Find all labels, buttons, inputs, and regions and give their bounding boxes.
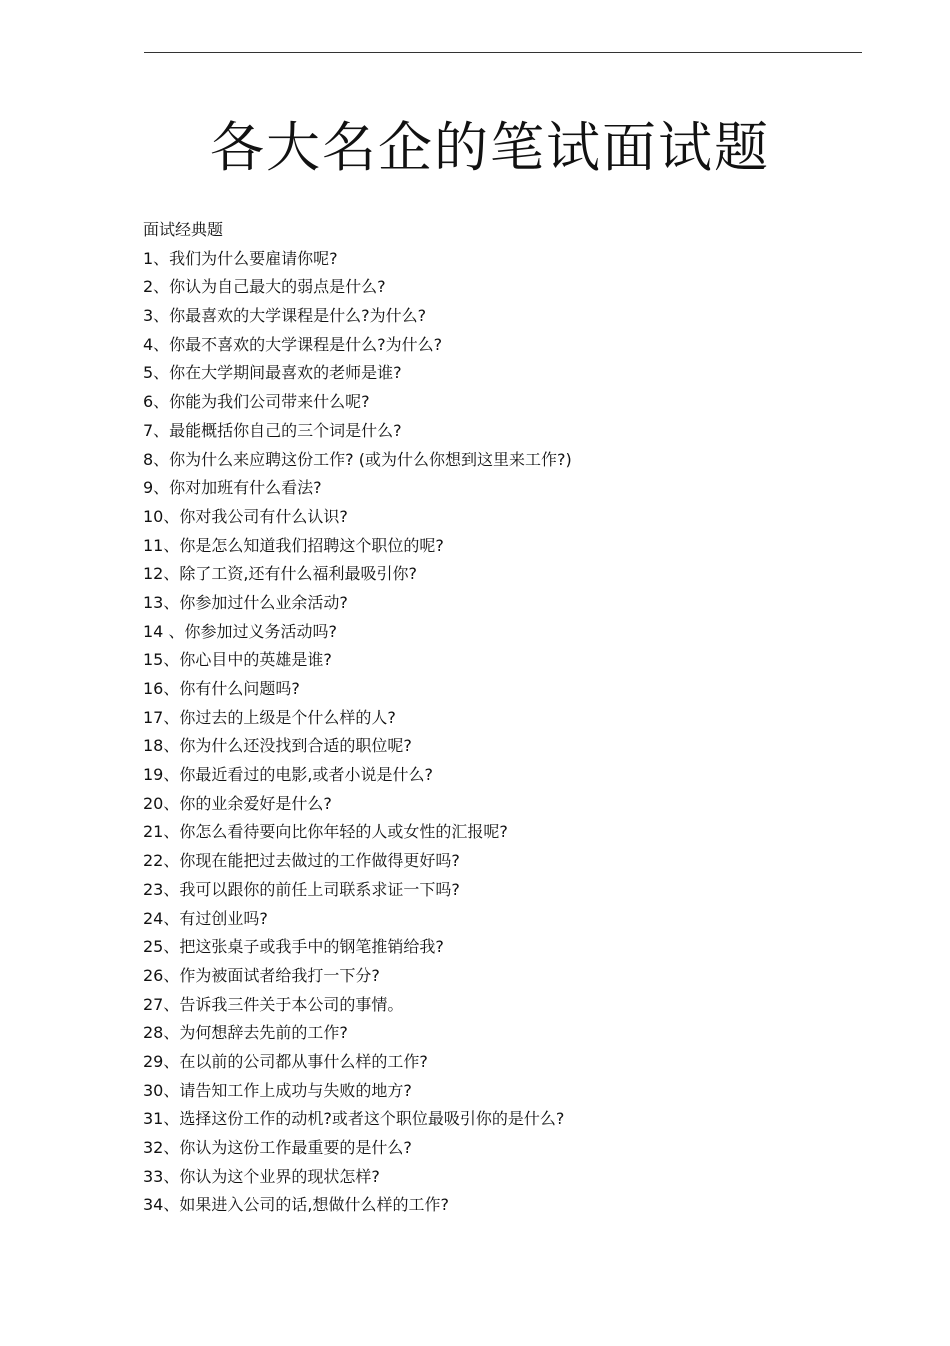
section-heading: 面试经典题: [143, 220, 224, 239]
question-item: 20、你的业余爱好是什么?: [143, 793, 332, 813]
question-item: 23、我可以跟你的前任上司联系求证一下吗?: [143, 879, 460, 899]
question-item: 32、你认为这份工作最重要的是什么?: [143, 1138, 412, 1157]
question-item: 31、选择这份工作的动机?或者这个职位最吸引你的是什么?: [143, 1109, 565, 1129]
question-item: 29、在以前的公司都从事什么样的工作?: [143, 1051, 428, 1071]
question-item: 3、你最喜欢的大学课程是什么?为什么?: [143, 306, 427, 326]
question-item: 8、你为什么来应聘这份工作? (或为什么你想到这里来工作?): [143, 449, 572, 469]
question-item: 6、你能为我们公司带来什么呢?: [143, 392, 370, 412]
question-item: 7、最能概括你自己的三个词是什么?: [143, 420, 402, 440]
question-item: 22、你现在能把过去做过的工作做得更好吗?: [143, 851, 460, 871]
question-item: 27、告诉我三件关于本公司的事情。: [143, 994, 404, 1014]
question-item: 24、有过创业吗?: [143, 908, 268, 928]
question-item: 1、我们为什么要雇请你呢?: [143, 248, 338, 268]
question-item: 17、你过去的上级是个什么样的人?: [143, 707, 396, 727]
question-item: 10、你对我公司有什么认识?: [143, 506, 348, 526]
question-item: 19、你最近看过的电影,或者小说是什么?: [143, 765, 433, 785]
question-item: 28、为何想辞去先前的工作?: [143, 1023, 348, 1043]
top-divider: [144, 52, 862, 53]
question-item: 33、你认为这个业界的现状怎样?: [143, 1166, 380, 1186]
question-list: [143, 245, 863, 1220]
question-item: 12、除了工资,还有什么福利最吸引你?: [143, 564, 417, 584]
question-item: 5、你在大学期间最喜欢的老师是谁?: [143, 363, 402, 383]
document-body: [143, 216, 863, 1220]
question-item: 26、作为被面试者给我打一下分?: [143, 965, 380, 985]
question-item: 9、你对加班有什么看法?: [143, 478, 322, 498]
question-item: 25、把这张桌子或我手中的钢笔推销给我?: [143, 937, 444, 957]
question-item: 4、你最不喜欢的大学课程是什么?为什么?: [143, 334, 443, 354]
question-item: 11、你是怎么知道我们招聘这个职位的呢?: [143, 535, 444, 555]
question-item: 13、你参加过什么业余活动?: [143, 592, 348, 612]
question-item: 18、你为什么还没找到合适的职位呢?: [143, 736, 412, 756]
question-item: 14 、你参加过义务活动吗?: [143, 621, 337, 641]
document-title: 各大名企的笔试面试题: [210, 116, 770, 179]
question-item: 16、你有什么问题吗?: [143, 679, 300, 698]
question-item: 2、你认为自己最大的弱点是什么?: [143, 277, 386, 297]
question-item: 30、请告知工作上成功与失败的地方?: [143, 1080, 412, 1100]
question-item: 15、你心目中的英雄是谁?: [143, 650, 332, 670]
question-item: 34、如果进入公司的话,想做什么样的工作?: [143, 1195, 449, 1215]
question-item: 21、你怎么看待要向比你年轻的人或女性的汇报呢?: [143, 822, 508, 842]
